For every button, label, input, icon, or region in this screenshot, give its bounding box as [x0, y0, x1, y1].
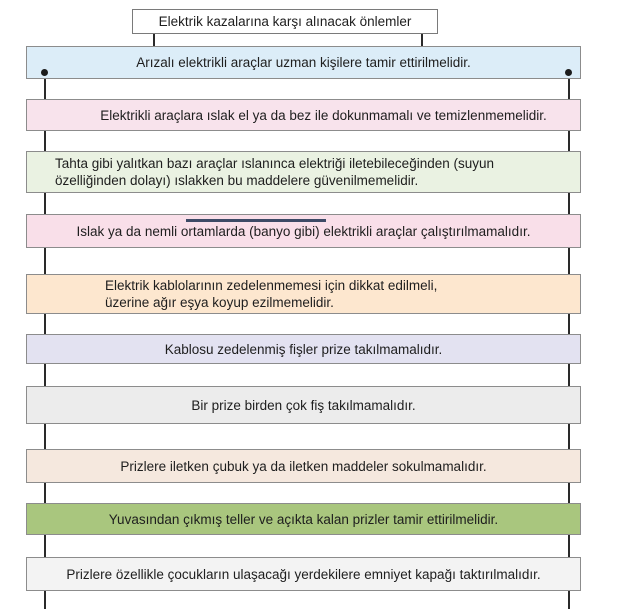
rule-text-2: Elektrikli araçlara ıslak el ya da bez ile dokunmamalı ve temizlenmemelidir. [100, 107, 547, 123]
left-rail-dot [41, 69, 48, 76]
rule-box-6 [26, 334, 581, 364]
rule-text-6: Kablosu zedelenmiş fişler prize takılmamalıdır. [164, 341, 443, 357]
text-overline-mark [186, 219, 326, 222]
rule-text-5: Elektrik kablolarının zedelenmemesi için dikkat edilmeli, üzerine ağır eşya koyup ezilmemelidir. [105, 278, 438, 310]
rule-box-10 [26, 557, 581, 591]
rule-text-1: Arızalı elektrikli araçlar uzman kişilere tamir ettirilmelidir. [136, 55, 471, 70]
rule-box-3 [26, 151, 581, 193]
rule-text-7: Bir prize birden çok fiş takılmamalıdır. [191, 397, 416, 413]
rule-text-10: Prizlere özellikle çocukların ulaşacağı yerdekilere emniyet kapağı taktırılmalıdır. [66, 566, 541, 582]
rule-box-8 [26, 449, 581, 483]
rule-text-9: Yuvasından çıkmış teller ve açıkta kalan prizler tamir ettirilmelidir. [108, 511, 499, 527]
rule-box-5 [26, 274, 581, 314]
rule-box-9 [26, 503, 581, 535]
diagram-title [132, 9, 438, 34]
right-rail-dot [565, 69, 572, 76]
rule-box-1 [26, 46, 581, 79]
rule-text-3: Tahta gibi yalıtkan bazı araçlar ıslanınca elektriği iletebileceğinden (suyun özelliğinden dolayı) ıslakken bu maddelere güvenilmemelidir. [55, 156, 495, 188]
rule-box-2 [26, 99, 581, 131]
diagram-title-text: Elektrik kazalarına karşı alınacak önlemler [158, 14, 412, 29]
rule-box-7 [26, 386, 581, 424]
rule-text-4: Islak ya da nemli ortamlarda (banyo gibi) elektrikli araçlar çalıştırılmamalıdır. [76, 223, 531, 239]
rule-text-8: Prizlere iletken çubuk ya da iletken maddeler sokulmamalıdır. [120, 458, 487, 474]
